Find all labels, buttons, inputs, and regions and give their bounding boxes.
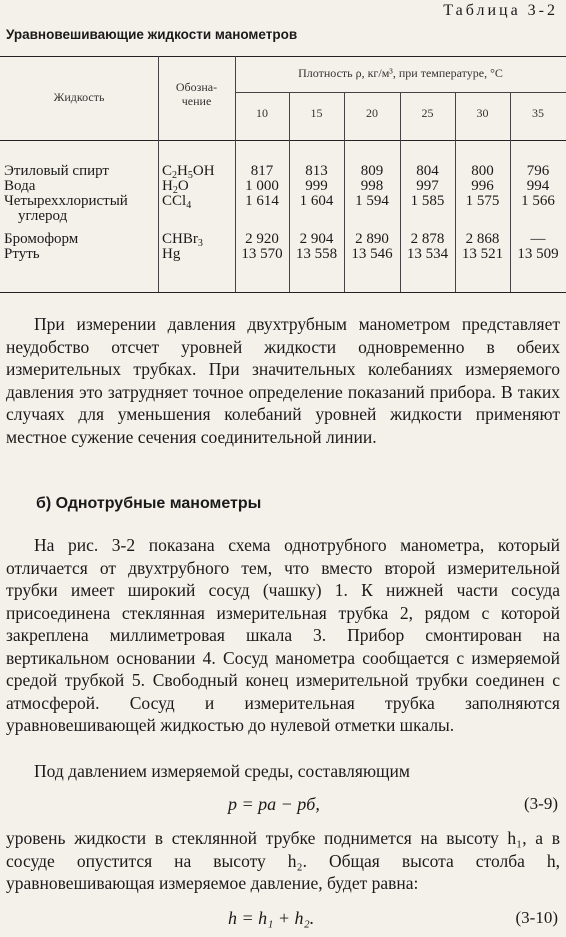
row-value: 804: [416, 163, 439, 179]
row-value: 13 570: [241, 246, 283, 262]
row-value: 1 594: [355, 193, 389, 209]
row-name: Бромоформ: [4, 231, 79, 247]
row-symbol: $H_2O$: [162, 178, 189, 196]
row-value: 998: [360, 178, 384, 194]
header-symbol: Обозна- чение: [175, 80, 218, 108]
header-temp: 25: [421, 106, 434, 120]
row-value: 817: [250, 163, 274, 179]
row-value: 13 521: [461, 246, 504, 262]
row-name: Этиловый спирт: [4, 163, 109, 179]
row-value: 13 546: [351, 246, 393, 262]
row-value: 996: [471, 178, 494, 194]
header-temp: 10: [256, 106, 268, 120]
header-temp: 20: [366, 106, 378, 120]
row-value: 800: [471, 163, 494, 179]
section-heading: б) Однотрубные манометры: [36, 495, 262, 512]
row-value: 2 920: [245, 231, 279, 247]
row-value: 1 000: [245, 178, 279, 194]
header-liquid: Жидкость: [53, 90, 105, 104]
row-value: 1 585: [410, 193, 445, 209]
row-value: 999: [305, 178, 328, 194]
row-name-cont: углерод: [18, 208, 68, 224]
header-bottom-rule: [0, 140, 566, 141]
formula-3-9: p = pа − pб,: [228, 794, 320, 814]
equation-number: (3-10): [515, 908, 558, 927]
equation-number: (3-9): [524, 794, 558, 813]
row-name: Вода: [4, 178, 36, 194]
table-bottom-rule: [0, 292, 566, 293]
row-value: 2 868: [465, 231, 500, 247]
paragraph-levels: уровень жидкости в стеклянной трубке поднимется на высоту h₁, а в сосуде опустится на высоту h₂. Общая высота столба h, уравновешивающая измеряемое давление, будет равна:: [6, 828, 560, 893]
row-value: —: [530, 231, 546, 247]
header-density: Плотность ρ, кг/м³, при температуре, °С: [298, 66, 503, 80]
row-symbol: $C_2H_5OH$: [162, 163, 215, 181]
row-value: 1 575: [465, 193, 500, 209]
paragraph-single-tube: На рис. 3-2 показана схема однотрубного манометра, который отличается от двухтрубного тем, что вместо второй измерительной трубки имеет широкий сосуд (чашку) 1. К нижней части сосуда присоединена стеклянная измерительная трубка 2, рядом с которой закреплена миллиметровая шкала 3. Прибор смонтирован на вертикальном основании 4. Сосуд манометра сообщается с измеряемой средой трубкой 5. Свободный конец измерительной трубки соединен с атмосферой. Сосуд и измерительная трубка заполняются уравновешивающей жидкостью до нулевой отметки шкалы.: [6, 535, 560, 735]
row-value: 13 534: [406, 246, 449, 262]
row-name: Ртуть: [4, 246, 40, 262]
paragraph-pressure: Под давлением измеряемой среды, составляющим: [34, 761, 410, 781]
row-value: 13 509: [517, 246, 559, 262]
row-value: 809: [360, 163, 384, 179]
row-symbol: CCl$_4$: [162, 193, 192, 211]
row-value: 2 904: [299, 231, 334, 247]
row-value: 796: [526, 163, 550, 179]
row-symbol: CHBr$_3$: [162, 231, 203, 249]
row-value: 813: [305, 163, 328, 179]
row-symbol: Hg: [162, 246, 181, 262]
table-title: Уравновешивающие жидкости манометров: [6, 27, 298, 42]
header-temp: 30: [476, 106, 489, 120]
formula-3-10: h = h₁ + h₂.: [228, 908, 315, 928]
table-number: Таблица 3-2: [443, 2, 558, 19]
row-value: 994: [526, 178, 550, 194]
row-name: Четыреххлористый: [4, 193, 128, 209]
row-value: 1 614: [245, 193, 279, 209]
paragraph-damping: При измерении давления двухтрубным манометром представляет неудобство отсчет уровней жидкости одновременно в обеих измерительных трубках. При значительных колебаниях измеряемого давления это затрудняет точное определение показаний прибора. В таких случаях для уменьшения колебаний уровней жидкости применяют местное сужение сечения соединительной линии.: [6, 314, 560, 447]
row-value: 1 566: [521, 193, 555, 209]
table-top-rule: [0, 56, 566, 57]
density-table: [0, 56, 566, 294]
header-temp: 15: [310, 106, 323, 120]
row-value: 13 558: [295, 246, 338, 262]
row-value: 2 878: [410, 231, 445, 247]
row-value: 997: [416, 178, 439, 194]
header-temp: 35: [532, 106, 544, 120]
row-value: 2 890: [355, 231, 389, 247]
row-value: 1 604: [299, 193, 334, 209]
